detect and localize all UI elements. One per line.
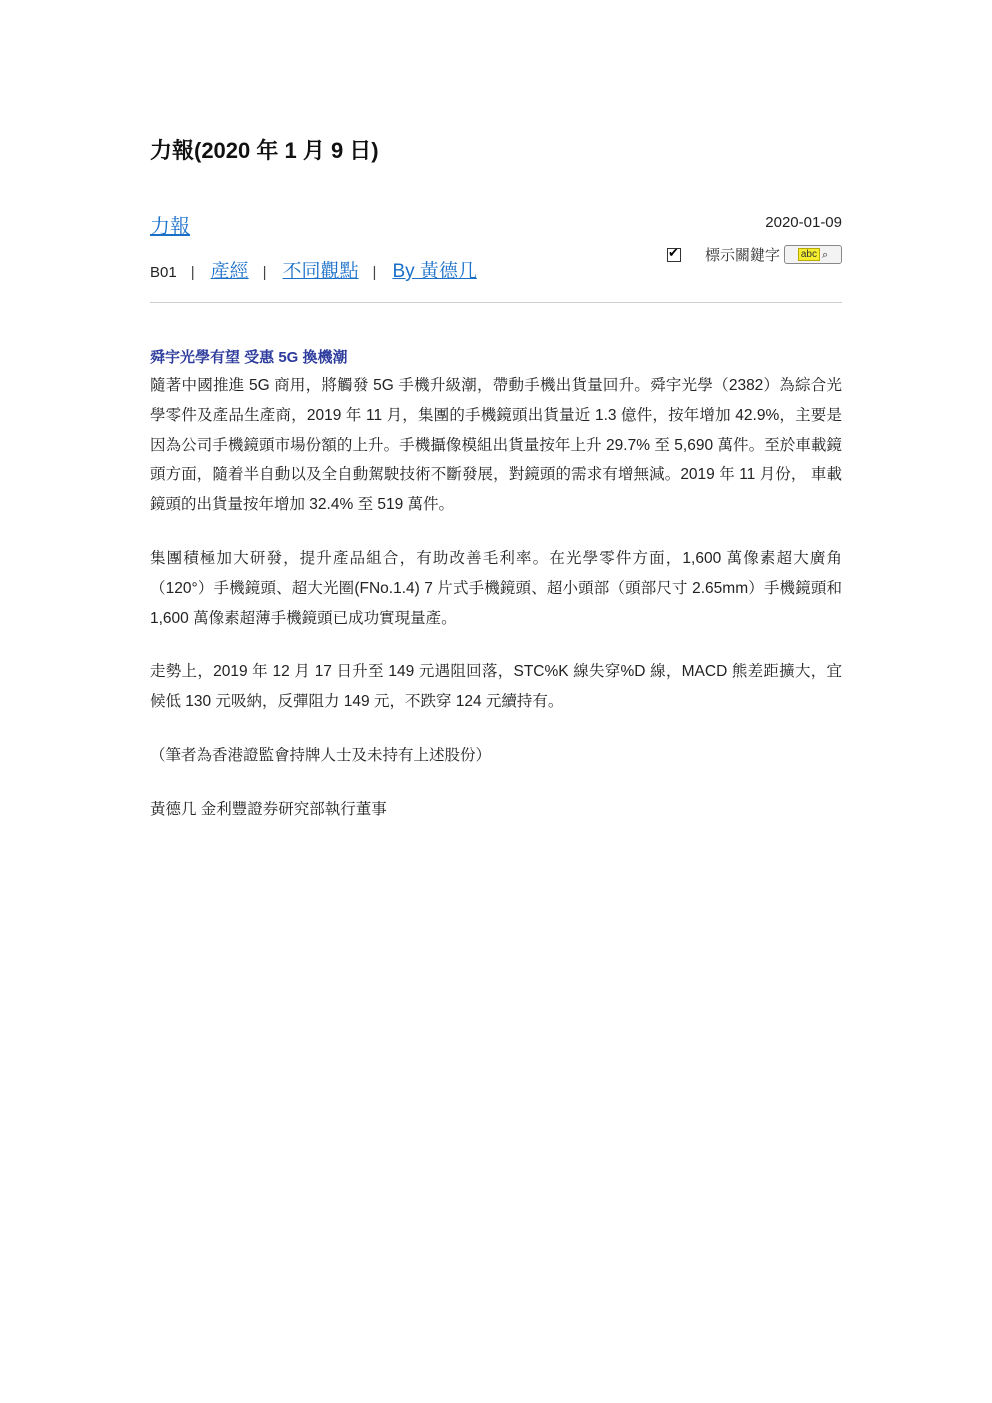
article-paragraph: 集團積極加大研發，提升產品組合，有助改善毛利率。在光學零件方面，1,600 萬像素超大廣角（120°）手機鏡頭、超大光圈(FNo.1.4) 7 片式手機鏡頭、超小頭部（頭部尺寸 2.65mm）手機鏡頭和 1,600 萬像素超薄手機鏡頭已成功實現量產。 bbox=[150, 549, 842, 627]
page-code: B01 bbox=[150, 264, 177, 281]
article-meta bbox=[150, 210, 842, 303]
breadcrumb-separator: | bbox=[372, 264, 377, 281]
breadcrumb-separator: | bbox=[190, 264, 195, 281]
magnifier-icon: ⌕ bbox=[821, 248, 829, 261]
page-title: 力報(2020 年 1 月 9 日) bbox=[150, 138, 379, 163]
article-headline: 舜宇光學有望 受惠 5G 換機潮 bbox=[150, 349, 348, 366]
keyword-checkbox[interactable] bbox=[667, 244, 681, 262]
keyword-label: 標示關鍵字 bbox=[704, 247, 780, 264]
abc-highlight-icon: abc bbox=[798, 248, 820, 261]
highlight-tool-button[interactable] bbox=[784, 245, 842, 264]
author-signature: 黃德几 金利豐證券研究部執行董事 bbox=[150, 800, 387, 818]
disclaimer: （筆者為香港證監會持牌人士及未持有上述股份） bbox=[150, 746, 492, 764]
article-paragraph: 走勢上，2019 年 12 月 17 日升至 149 元遇阻回落，STC%K 線失穿%D 線，MACD 熊差距擴大，宜候低 130 元吸納，反彈阻力 149 元，不跌穿 124 元續持有。 bbox=[150, 663, 842, 711]
publish-date: 2020-01-09 bbox=[765, 214, 842, 231]
category-link-economy[interactable]: 產經 bbox=[210, 261, 249, 282]
category-link-column[interactable]: 不同觀點 bbox=[282, 261, 359, 282]
author-link[interactable]: By 黃德几 bbox=[392, 261, 477, 282]
breadcrumb-separator: | bbox=[262, 264, 267, 281]
document-page bbox=[150, 132, 842, 825]
breadcrumb bbox=[150, 256, 477, 283]
keyword-highlight-toggle bbox=[667, 244, 842, 265]
article-paragraph: 隨著中國推進 5G 商用，將觸發 5G 手機升級潮，帶動手機出貨量回升。舜宇光學（2382）為綜合光學零件及產品生產商，2019 年 11 月，集團的手機鏡頭出貨量近 1.3 億件，按年增加 42.9%，主要是因為公司手機鏡頭市場份額的上升。手機攝像模組出貨量按年上升 29.7% 至 5,690 萬件。至於車載鏡頭方面，隨着半自動以及全自動駕駛技術不斷發展，對鏡頭的需求有增無減。2019 年 11 月份， 車載鏡頭的出貨量按年增加 32.4% 至 519 萬件。 bbox=[150, 377, 842, 514]
source-link[interactable]: 力報 bbox=[150, 216, 190, 238]
check-icon: ✔ bbox=[667, 244, 679, 260]
